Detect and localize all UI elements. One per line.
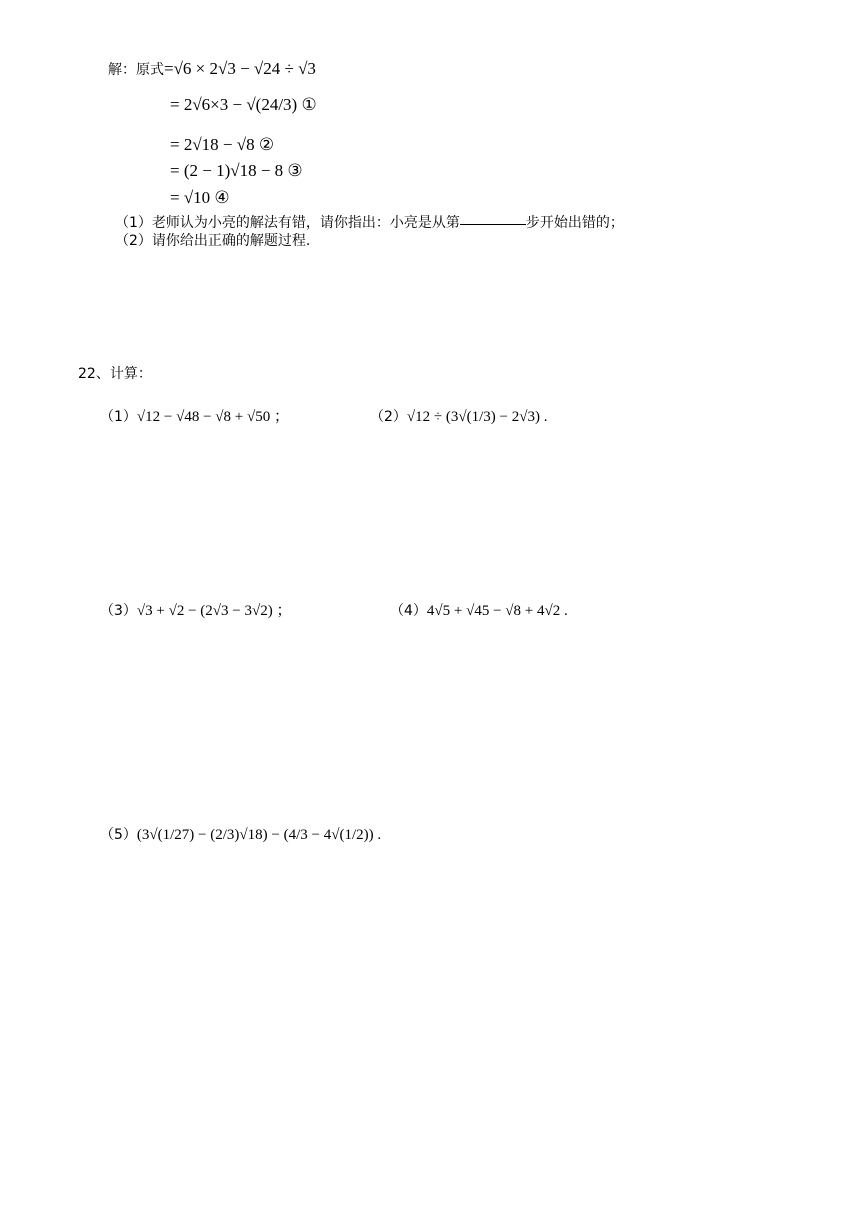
answer-blank[interactable] xyxy=(460,224,526,225)
problem-22-item-3 xyxy=(100,602,291,619)
item-4-label: （4） xyxy=(390,603,427,619)
solution-step-0 xyxy=(108,60,316,77)
solution-step-3: = (2 − 1)√18 − 8 ③ xyxy=(170,161,303,180)
problem-22-item-5 xyxy=(100,826,381,843)
item-5-expr: (3√(1/27) − (2/3)√18) − (4/3 − 4√(1/2)) . xyxy=(136,827,382,843)
solution-step-1: = 2√6×3 − √(24/3) ① xyxy=(170,95,317,114)
item-2-expr: √12 ÷ (3√(1/3) − 2√3) . xyxy=(406,409,548,425)
solution-step-4: = √10 ④ xyxy=(170,188,230,207)
item-1-expr: √12 − √48 − √8 + √50 ； xyxy=(136,409,289,425)
problem-22-item-2 xyxy=(370,408,547,425)
problem-22-item-1 xyxy=(100,408,289,425)
solution-step-0-text: =√6 × 2√3 − √24 ÷ √3 xyxy=(164,59,316,78)
question-2: （2）请你给出正确的解题过程. xyxy=(115,233,311,249)
question-1-suffix: 步开始出错的； xyxy=(525,215,624,231)
problem-22-item-4 xyxy=(390,602,568,619)
item-3-expr: √3 + √2 − (2√3 − 3√2) ； xyxy=(136,603,292,619)
item-3-label: （3） xyxy=(100,603,137,619)
solution-step-2: = 2√18 − √8 ② xyxy=(170,135,275,154)
item-5-label: （5） xyxy=(100,827,137,843)
item-4-expr: 4√5 + √45 − √8 + 4√2 . xyxy=(426,603,568,619)
question-1 xyxy=(115,216,624,230)
solution-intro: 解：原式 xyxy=(108,62,164,78)
item-2-label: （2） xyxy=(370,409,407,425)
question-1-prefix: （1）老师认为小亮的解法有错，请你指出：小亮是从第 xyxy=(115,215,460,231)
problem-22-title: 22、计算： xyxy=(78,366,152,382)
item-1-label: （1） xyxy=(100,409,137,425)
